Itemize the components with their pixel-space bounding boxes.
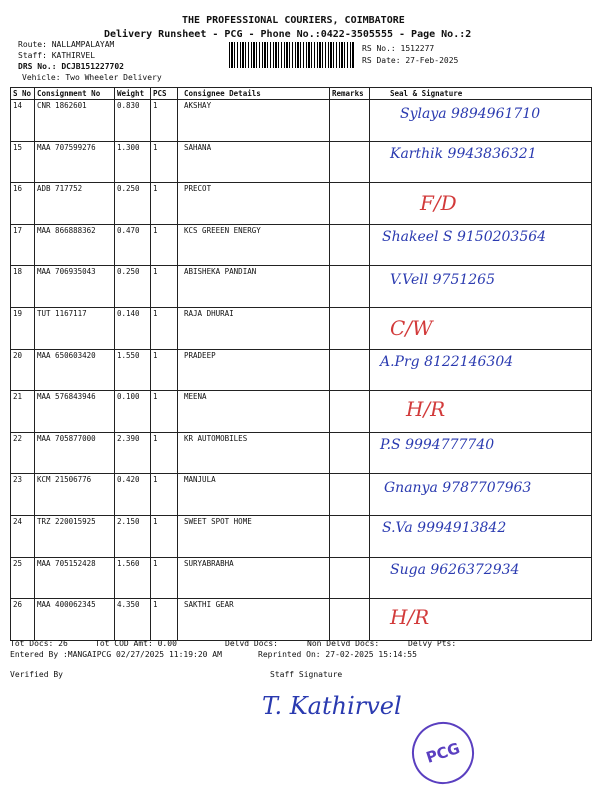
remarks-cell (330, 100, 370, 142)
handwritten-signature: F/D (420, 191, 457, 216)
weight: 1.550 (115, 349, 151, 391)
runsheet-table (10, 87, 592, 641)
consignment-number: MAA 705877000 (35, 432, 115, 474)
handwritten-signature: H/R (406, 397, 446, 422)
vehicle-label: Vehicle: Two Wheeler Delivery (22, 73, 162, 82)
remarks-cell (330, 266, 370, 308)
staff-signature-label: Staff Signature (270, 670, 343, 679)
row-sno: 20 (11, 349, 35, 391)
remarks-cell (330, 432, 370, 474)
pcs: 1 (151, 307, 178, 349)
consignment-number: MAA 707599276 (35, 141, 115, 183)
table-row (11, 349, 592, 391)
handwritten-signature: A.Prg 8122146304 (380, 353, 514, 370)
consignee-name: PRECOT (178, 183, 330, 225)
consignment-number: MAA 576843946 (35, 391, 115, 433)
table-row (11, 557, 592, 599)
weight: 0.140 (115, 307, 151, 349)
consignment-number: KCM 21506776 (35, 474, 115, 516)
pcs: 1 (151, 432, 178, 474)
remarks-cell (330, 391, 370, 433)
handwritten-signature: S.Va 9994913842 (382, 519, 507, 536)
row-sno: 14 (11, 100, 35, 142)
signature-cell (370, 183, 592, 225)
pcs: 1 (151, 224, 178, 266)
pcs: 1 (151, 391, 178, 433)
staff-label: Staff: KATHIRVEL (18, 51, 96, 60)
rs-date: RS Date: 27-Feb-2025 (362, 56, 459, 65)
consignment-number: TRZ 220015925 (35, 515, 115, 557)
pcs: 1 (151, 141, 178, 183)
signature-cell (370, 307, 592, 349)
route-label: Route: NALLAMPALAYAM (18, 40, 115, 49)
signature-cell (370, 599, 592, 641)
col-consignment: Consignment No (35, 88, 115, 100)
consignee-name: AKSHAY (178, 100, 330, 142)
weight: 0.470 (115, 224, 151, 266)
weight: 4.350 (115, 599, 151, 641)
handwritten-signature: Shakeel S 9150203564 (382, 228, 547, 245)
handwritten-signature: C/W (390, 315, 433, 340)
col-signature: Seal & Signature (370, 88, 592, 100)
signature-cell (370, 474, 592, 516)
non-delivered-docs: Non Delvd Docs: (307, 639, 380, 648)
consignee-name: SAKTHI GEAR (178, 599, 330, 641)
handwritten-signature: P.S 9994777740 (380, 436, 495, 453)
remarks-cell (330, 224, 370, 266)
row-sno: 19 (11, 307, 35, 349)
handwritten-signature: Gnanya 9787707963 (384, 480, 532, 497)
weight: 2.150 (115, 515, 151, 557)
remarks-cell (330, 474, 370, 516)
handwritten-signature: Karthik 9943836321 (390, 145, 537, 162)
delivered-docs: Delvd Docs: (225, 639, 278, 648)
table-row (11, 391, 592, 433)
consignment-number: MAA 650603420 (35, 349, 115, 391)
table-row (11, 141, 592, 183)
drs-number: DRS No.: DCJB151227702 (18, 62, 124, 71)
col-sno: S No (11, 88, 35, 100)
col-consignee: Consignee Details (178, 88, 330, 100)
table-row (11, 432, 592, 474)
weight: 0.250 (115, 183, 151, 225)
table-row (11, 266, 592, 308)
row-sno: 15 (11, 141, 35, 183)
table-header (11, 88, 592, 100)
delivery-points: Delvy Pts: (408, 639, 457, 648)
signature-cell (370, 432, 592, 474)
table-row (11, 307, 592, 349)
table-row (11, 515, 592, 557)
entered-by: Entered By :MANGAIPCG 02/27/2025 11:19:20 AM (10, 650, 222, 659)
total-docs: Tot Docs: 26 (10, 639, 68, 648)
weight: 1.300 (115, 141, 151, 183)
verified-by-label: Verified By (10, 670, 63, 679)
row-sno: 17 (11, 224, 35, 266)
table-row (11, 224, 592, 266)
weight: 0.830 (115, 100, 151, 142)
pcs: 1 (151, 515, 178, 557)
table-row (11, 100, 592, 142)
row-sno: 21 (11, 391, 35, 433)
signature-cell (370, 141, 592, 183)
pcs: 1 (151, 100, 178, 142)
weight: 0.420 (115, 474, 151, 516)
consignee-name: MEENA (178, 391, 330, 433)
rs-number: RS No.: 1512277 (362, 44, 435, 53)
handwritten-signature: V.Vell 9751265 (390, 272, 495, 289)
row-sno: 23 (11, 474, 35, 516)
page-title: Delivery Runsheet - PCG - Phone No.:0422-3505555 - Page No.:2 (104, 29, 472, 40)
consignee-name: ABISHEKA PANDIAN (178, 266, 330, 308)
consignee-name: SAHANA (178, 141, 330, 183)
remarks-cell (330, 183, 370, 225)
pcs: 1 (151, 349, 178, 391)
remarks-cell (330, 307, 370, 349)
remarks-cell (330, 515, 370, 557)
row-sno: 16 (11, 183, 35, 225)
pcg-stamp: PCG (404, 714, 482, 792)
col-weight: Weight (115, 88, 151, 100)
signature-cell (370, 515, 592, 557)
signature-cell (370, 391, 592, 433)
barcode (229, 42, 355, 68)
signature-cell (370, 349, 592, 391)
table-row (11, 183, 592, 225)
pcs: 1 (151, 183, 178, 225)
weight: 0.100 (115, 391, 151, 433)
table-row (11, 599, 592, 641)
pcs: 1 (151, 557, 178, 599)
remarks-cell (330, 349, 370, 391)
handwritten-signature: Suga 9626372934 (390, 561, 520, 578)
total-cod: Tot COD Amt: 0.00 (95, 639, 177, 648)
consignment-number: MAA 400062345 (35, 599, 115, 641)
row-sno: 25 (11, 557, 35, 599)
row-sno: 24 (11, 515, 35, 557)
weight: 0.250 (115, 266, 151, 308)
consignee-name: RAJA DHURAI (178, 307, 330, 349)
row-sno: 18 (11, 266, 35, 308)
pcs: 1 (151, 474, 178, 516)
consignee-name: SURYABRABHA (178, 557, 330, 599)
company-name: THE PROFESSIONAL COURIERS, COIMBATORE (182, 15, 405, 26)
remarks-cell (330, 141, 370, 183)
remarks-cell (330, 599, 370, 641)
handwritten-signature: H/R (390, 605, 430, 630)
pcs: 1 (151, 599, 178, 641)
consignment-number: ADB 717752 (35, 183, 115, 225)
remarks-cell (330, 557, 370, 599)
signature-cell (370, 224, 592, 266)
reprinted-on: Reprinted On: 27-02-2025 15:14:55 (258, 650, 417, 659)
consignee-name: PRADEEP (178, 349, 330, 391)
weight: 1.560 (115, 557, 151, 599)
col-pcs: PCS (151, 88, 178, 100)
consignee-name: KCS GREEEN ENERGY (178, 224, 330, 266)
consignment-number: TUT 1167117 (35, 307, 115, 349)
row-sno: 26 (11, 599, 35, 641)
consignee-name: KR AUTOMOBILES (178, 432, 330, 474)
consignment-number: MAA 866888362 (35, 224, 115, 266)
consignment-number: MAA 705152428 (35, 557, 115, 599)
consignment-number: MAA 706935043 (35, 266, 115, 308)
signature-cell (370, 557, 592, 599)
handwritten-signature: Sylaya 9894961710 (400, 106, 541, 122)
signature-cell (370, 266, 592, 308)
row-sno: 22 (11, 432, 35, 474)
col-remarks: Remarks (330, 88, 370, 100)
consignment-number: CNR 1862601 (35, 100, 115, 142)
consignee-name: MANJULA (178, 474, 330, 516)
table-row (11, 474, 592, 516)
signature-cell (370, 100, 592, 142)
weight: 2.390 (115, 432, 151, 474)
staff-handwritten-signature: T. Kathirvel (262, 692, 402, 720)
pcs: 1 (151, 266, 178, 308)
consignee-name: SWEET SPOT HOME (178, 515, 330, 557)
